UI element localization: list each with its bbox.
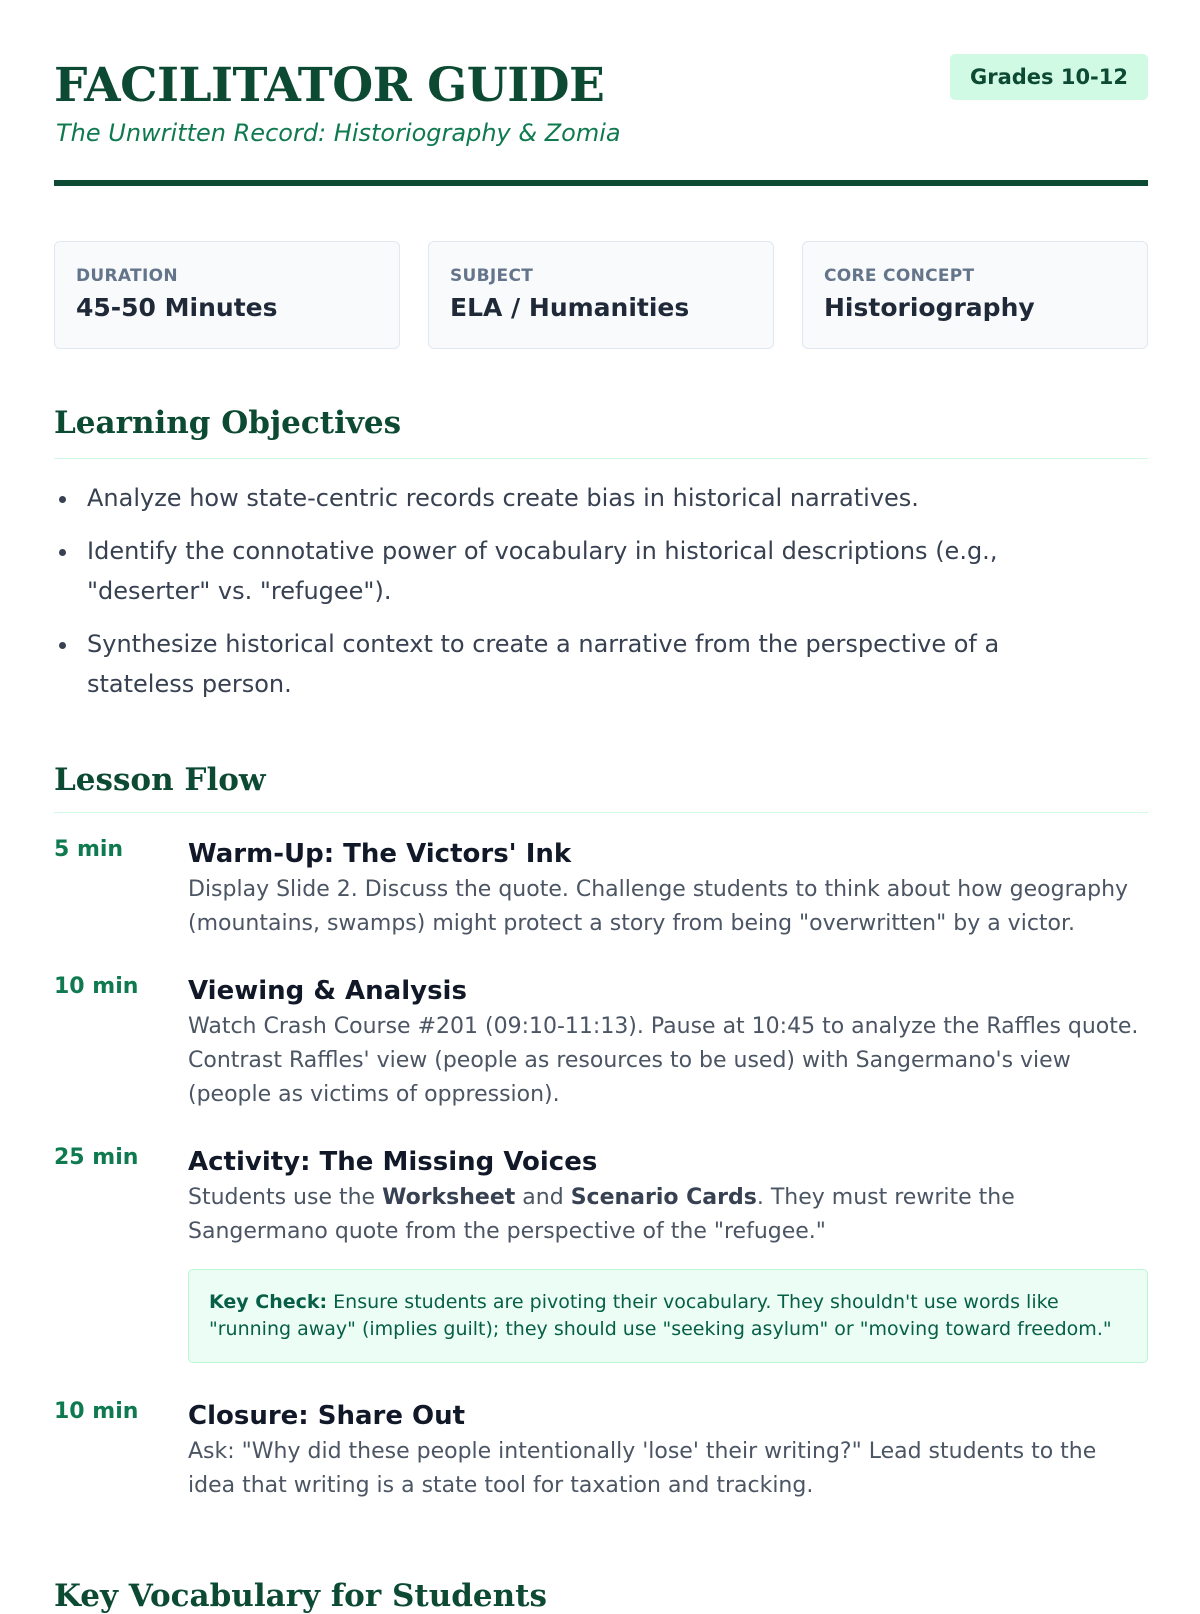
page-subtitle: The Unwritten Record: Historiography & Zomia bbox=[56, 119, 621, 147]
flow-step-activity bbox=[54, 1146, 1148, 1363]
step-body bbox=[188, 1146, 1148, 1363]
step-duration: 25 min bbox=[54, 1145, 139, 1170]
meta-card-subject bbox=[428, 241, 774, 349]
meta-value: 45-50 Minutes bbox=[76, 293, 278, 322]
objective-text: Identify the connotative power of vocabulary in historical descriptions (e.g., "deserter" vs. "refugee"). bbox=[87, 537, 998, 605]
section-divider bbox=[54, 458, 1148, 459]
bullet-icon bbox=[59, 496, 66, 503]
step-title: Warm-Up: The Victors' Ink bbox=[188, 839, 572, 869]
section-title-lesson-flow: Lesson Flow bbox=[54, 762, 266, 798]
section-title-vocabulary: Key Vocabulary for Students bbox=[54, 1578, 547, 1614]
page-title: FACILITATOR GUIDE bbox=[54, 58, 605, 113]
header-divider bbox=[54, 180, 1148, 186]
step-body bbox=[188, 838, 1148, 941]
step-title: Activity: The Missing Voices bbox=[188, 1147, 598, 1177]
flow-step-warm-up bbox=[54, 838, 1148, 941]
flow-step-viewing bbox=[54, 975, 1148, 1112]
meta-label: DURATION bbox=[76, 266, 178, 286]
objective-item bbox=[54, 624, 1087, 704]
desc-text: Students use the bbox=[188, 1185, 383, 1210]
step-duration: 5 min bbox=[54, 837, 124, 862]
lesson-meta-cards bbox=[54, 241, 1148, 351]
meta-label: SUBJECT bbox=[450, 266, 534, 286]
section-divider bbox=[54, 812, 1148, 813]
flow-step-closure bbox=[54, 1400, 1148, 1503]
step-duration: 10 min bbox=[54, 974, 139, 999]
objective-text: Analyze how state-centric records create bias in historical narratives. bbox=[87, 484, 919, 512]
scenario-cards-ref: Scenario Cards bbox=[570, 1185, 757, 1210]
objective-item bbox=[54, 478, 1087, 518]
objective-item bbox=[54, 531, 1087, 611]
desc-text: and bbox=[515, 1185, 571, 1210]
step-description: Display Slide 2. Discuss the quote. Challenge students to think about how geography (mountains, swamps) might protect a story from being "overwritten" by a victor. bbox=[188, 877, 1129, 936]
meta-label: CORE CONCEPT bbox=[824, 266, 975, 286]
step-body bbox=[188, 975, 1148, 1112]
worksheet-ref: Worksheet bbox=[382, 1185, 516, 1210]
step-description: Watch Crash Course #201 (09:10-11:13). Pause at 10:45 to analyze the Raffles quote. Contrast Raffles' view (people as resources to be used) with Sangermano's view (people as victims of oppression). bbox=[188, 1014, 1139, 1107]
step-title: Closure: Share Out bbox=[188, 1401, 466, 1431]
meta-card-duration bbox=[54, 241, 400, 349]
key-check-text: Ensure students are pivoting their vocabulary. They shouldn't use words like "running away" (implies guilt); they should use "seeking asylum" or "moving toward freedom." bbox=[209, 1291, 1112, 1340]
step-description: Ask: "Why did these people intentionally 'lose' their writing?" Lead students to the idea that writing is a state tool for taxation and tracking. bbox=[188, 1439, 1097, 1498]
key-check-callout bbox=[188, 1269, 1148, 1363]
facilitator-guide-page bbox=[54, 0, 1148, 1614]
bullet-icon bbox=[59, 642, 66, 649]
key-check-label: Key Check: bbox=[209, 1291, 328, 1313]
step-title: Viewing & Analysis bbox=[188, 976, 467, 1006]
step-body bbox=[188, 1400, 1148, 1503]
meta-value: Historiography bbox=[824, 293, 1035, 322]
meta-value: ELA / Humanities bbox=[450, 293, 690, 322]
section-title-objectives: Learning Objectives bbox=[54, 405, 402, 441]
step-description bbox=[188, 1181, 1148, 1249]
bullet-icon bbox=[59, 549, 66, 556]
step-duration: 10 min bbox=[54, 1399, 139, 1424]
objectives-list bbox=[54, 478, 1148, 717]
desc-text: . They must rewrite the Sangermano quote from the perspective of the "refugee." bbox=[188, 1185, 1015, 1244]
lesson-flow-timeline bbox=[54, 838, 1148, 1503]
guide-header bbox=[54, 0, 1148, 186]
meta-card-core-concept bbox=[802, 241, 1148, 349]
grade-level-badge: Grades 10-12 bbox=[950, 54, 1148, 100]
objective-text: Synthesize historical context to create a narrative from the perspective of a stateless person. bbox=[87, 630, 1000, 698]
